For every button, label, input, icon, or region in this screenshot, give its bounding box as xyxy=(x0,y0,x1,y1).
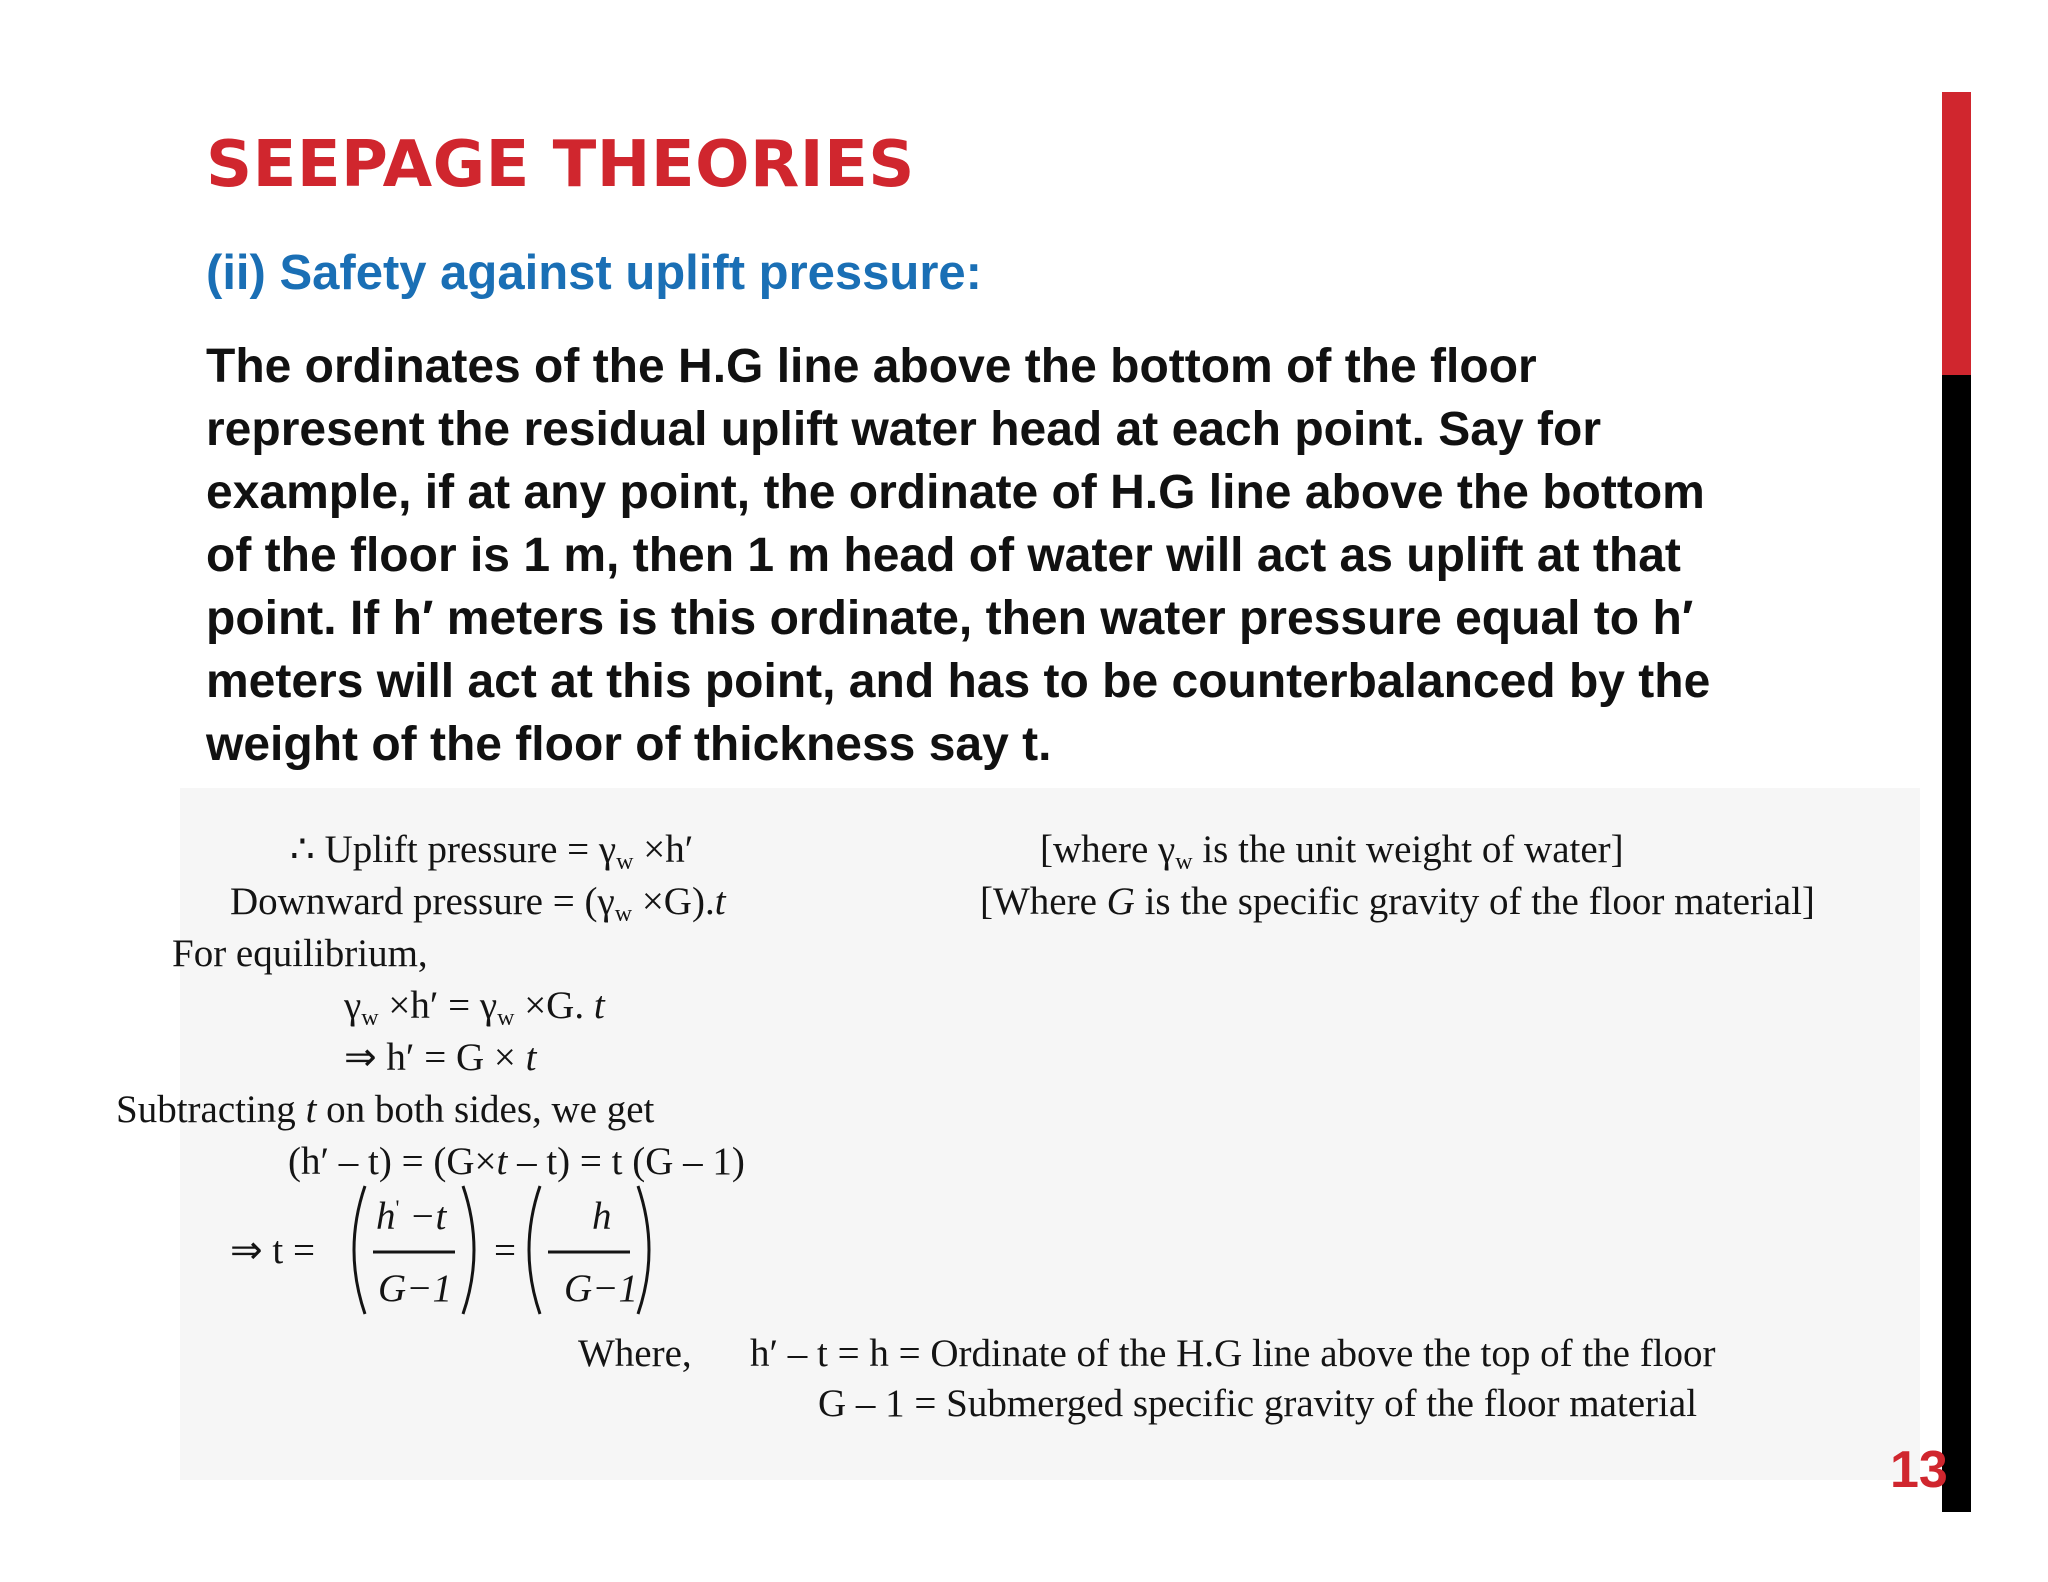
subtract-statement: Subtracting t on both sides, we get xyxy=(116,1088,655,1131)
fraction-1-numerator: h' −t xyxy=(376,1195,447,1238)
where-definition-g: G – 1 = Submerged specific gravity of the floor material xyxy=(818,1382,1698,1425)
body-line: point. If h′ meters is this ordinate, then water pressure equal to h′ xyxy=(206,592,1694,645)
implies-equation: ⇒ h′ = G × t xyxy=(344,1036,537,1079)
fraction-2-denominator: G−1 xyxy=(564,1267,638,1310)
uplift-pressure-equation: ∴ Uplift pressure = $\gamma_w \times h'$ xyxy=(290,828,694,876)
page-number: 13 xyxy=(1890,1441,1948,1499)
downward-pressure-equation: Downward pressure = $(\gamma_w \times G).t$ xyxy=(230,880,726,928)
body-line: of the floor is 1 m, then 1 m head of water will act as uplift at that xyxy=(206,529,1681,582)
right-paren-2 xyxy=(638,1186,649,1314)
fraction-2-numerator: h xyxy=(592,1195,612,1238)
fraction-1-denominator: G−1 xyxy=(378,1267,452,1310)
left-paren-2 xyxy=(529,1186,540,1314)
body-paragraph xyxy=(206,335,1846,776)
equilibrium-label: For equilibrium, xyxy=(172,932,428,975)
body-line: represent the residual uplift water head at each point. Say for xyxy=(206,403,1601,456)
where-definition-h: h′ – t = h = Ordinate of the H.G line above the top of the floor xyxy=(750,1332,1716,1375)
section-subtitle: (ii) Safety against uplift pressure: xyxy=(206,246,982,300)
uplift-note: [where $\gamma_w$ is the unit weight of water] xyxy=(1040,828,1624,876)
difference-equation: (h′ – t) = (G×t – t) = t (G – 1) xyxy=(288,1140,745,1183)
right-paren-1 xyxy=(463,1186,474,1314)
formula-lhs: ⇒ t = xyxy=(230,1229,316,1272)
where-label: Where, xyxy=(578,1332,692,1375)
slide-title: SEEPAGE THEORIES xyxy=(206,128,915,202)
formula-equals: = xyxy=(494,1229,516,1272)
body-line: The ordinates of the H.G line above the bottom of the floor xyxy=(206,340,1537,393)
body-line: weight of the floor of thickness say t. xyxy=(206,718,1052,771)
accent-bar xyxy=(1942,92,1971,1512)
downward-note: [Where G is the specific gravity of the floor material] xyxy=(980,880,1815,923)
body-line: example, if at any point, the ordinate of H.G line above the bottom xyxy=(206,466,1705,519)
body-line: meters will act at this point, and has to be counterbalanced by the xyxy=(206,655,1711,708)
accent-bar-red-segment xyxy=(1942,92,1971,375)
left-paren-1 xyxy=(354,1186,365,1314)
balance-equation: $\gamma_w \times h' = \gamma_w \times G$. t xyxy=(344,984,605,1032)
